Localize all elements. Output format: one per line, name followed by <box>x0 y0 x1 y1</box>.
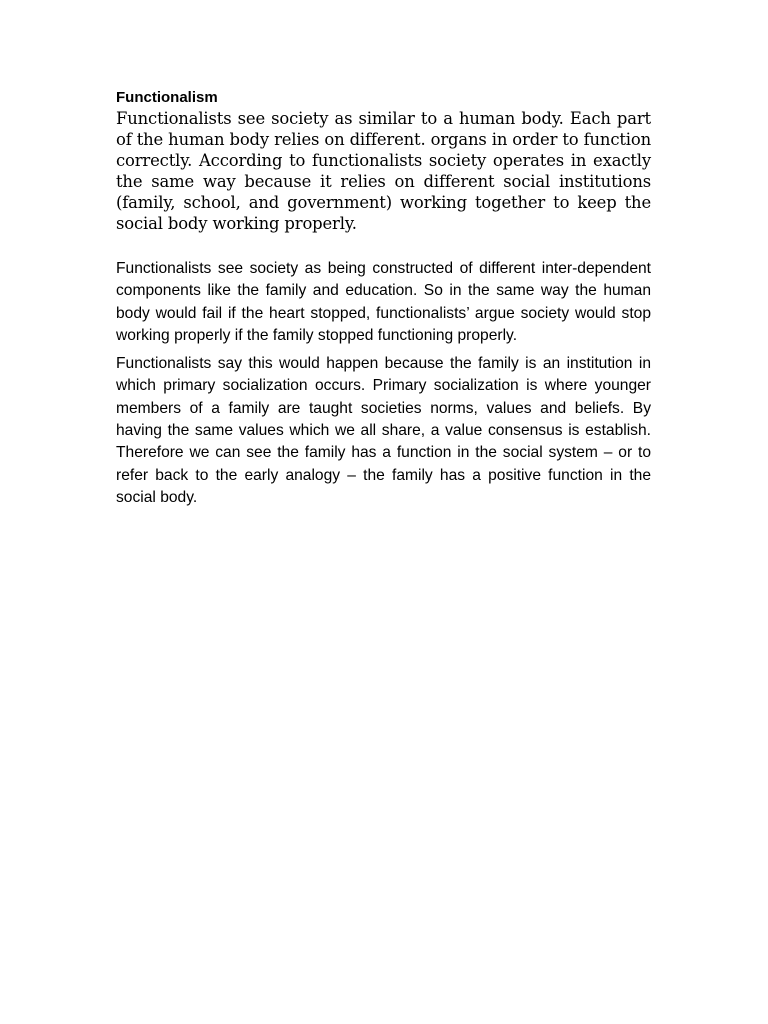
document-page <box>116 88 651 509</box>
paragraph-primary-socialization: Functionalists say this would happen because the family is an institution in which primary socialization occurs. Primary socialization is where younger members of a family are taught societies norms, values and beliefs. By having the same values which we all share, a value consensus is establish. Therefore we can see the family has a function in the social system – or to refer back to the early analogy – the family has a positive function in the social body. <box>116 355 651 506</box>
document-heading: Functionalism <box>116 89 218 106</box>
paragraph-body-analogy: Functionalists see society as similar to a human body. Each part of the human body relies on different. organs in order to function correctly. According to functionalists society operates in exactly the same way because it relies on different social institutions (family, school, and government) working together to keep the social body working properly. <box>116 109 651 233</box>
paragraph-interdependent-components: Functionalists see society as being constructed of different inter-dependent components like the family and education. So in the same way the human body would fail if the heart stopped, functionalists’ argue society would stop working properly if the family stopped functioning properly. <box>116 260 651 344</box>
